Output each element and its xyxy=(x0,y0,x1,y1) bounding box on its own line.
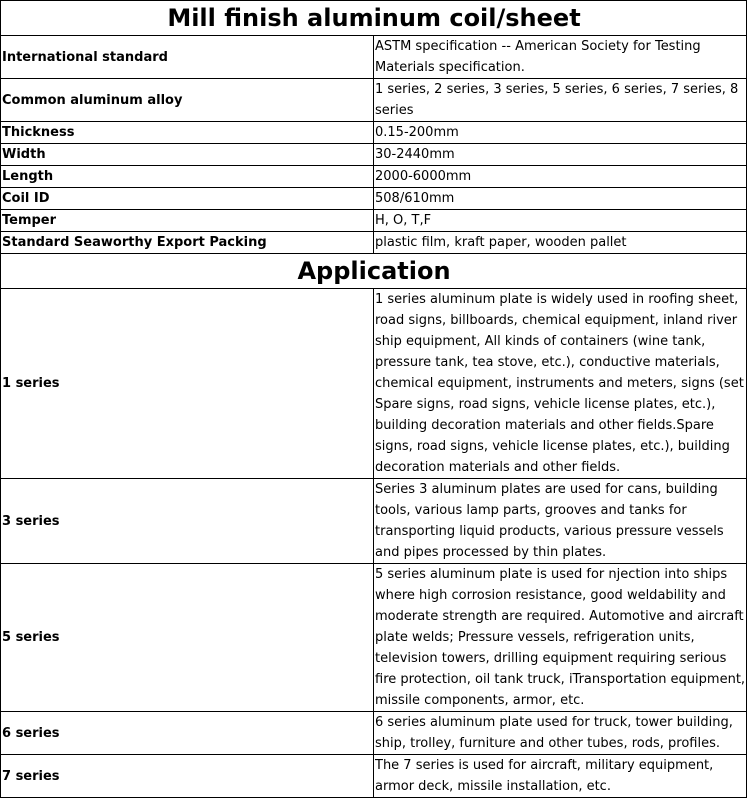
application-label: 6 series xyxy=(1,712,373,754)
spec-label: Thickness xyxy=(1,122,373,143)
page-title: Mill finish aluminum coil/sheet xyxy=(1,1,746,35)
table-row xyxy=(1,210,746,231)
spec-value: ASTM specification -- American Society for Testing Materials specification. xyxy=(374,36,746,78)
table-row xyxy=(1,479,746,563)
spec-label: Length xyxy=(1,166,373,187)
table-row xyxy=(1,755,746,797)
spec-label: Common aluminum alloy xyxy=(1,79,373,121)
application-text: Series 3 aluminum plates are used for cans, building tools, various lamp parts, grooves and tanks for transporting liquid products, various pressure vessels and pipes processed by thin plates. xyxy=(374,479,746,563)
table-row xyxy=(1,712,746,754)
spec-value: H, O, T,F xyxy=(374,210,746,231)
spec-value: 30-2440mm xyxy=(374,144,746,165)
application-label: 5 series xyxy=(1,564,373,711)
application-text: 5 series aluminum plate is used for njection into ships where high corrosion resistance, good weldability and moderate strength are required. Automotive and aircraft plate welds; Pressure vessels, refrigeration units, television towers, drilling equipment requiring serious fire protection, oil tank truck, iTransportation equipment, missile components, armor, etc. xyxy=(374,564,746,711)
spec-value: 2000-6000mm xyxy=(374,166,746,187)
application-label: 1 series xyxy=(1,289,373,478)
application-text: The 7 series is used for aircraft, military equipment, armor deck, missile installation, etc. xyxy=(374,755,746,797)
table-row xyxy=(1,144,746,165)
application-label: 7 series xyxy=(1,755,373,797)
title-row xyxy=(1,1,746,35)
spec-label: Coil ID xyxy=(1,188,373,209)
spec-value: 0.15-200mm xyxy=(374,122,746,143)
table-row xyxy=(1,188,746,209)
application-text: 6 series aluminum plate used for truck, tower building, ship, trolley, furniture and other tubes, rods, profiles. xyxy=(374,712,746,754)
application-heading-row xyxy=(1,254,746,288)
table-row xyxy=(1,166,746,187)
section-heading: Application xyxy=(1,254,746,288)
spec-value: plastic film, kraft paper, wooden pallet xyxy=(374,232,746,253)
spec-value: 508/610mm xyxy=(374,188,746,209)
table-row xyxy=(1,36,746,78)
table-row xyxy=(1,79,746,121)
table-row xyxy=(1,289,746,478)
table-row xyxy=(1,122,746,143)
spec-value: 1 series, 2 series, 3 series, 5 series, 6 series, 7 series, 8 series xyxy=(374,79,746,121)
spec-label: Temper xyxy=(1,210,373,231)
spec-label: International standard xyxy=(1,36,373,78)
table-row xyxy=(1,232,746,253)
application-label: 3 series xyxy=(1,479,373,563)
spec-label: Standard Seaworthy Export Packing xyxy=(1,232,373,253)
spec-label: Width xyxy=(1,144,373,165)
application-text: 1 series aluminum plate is widely used in roofing sheet, road signs, billboards, chemical equipment, inland river ship equipment, All kinds of containers (wine tank, pressure tank, tea stove, etc.), conductive materials, chemical equipment, instruments and meters, signs (set Spare signs, road signs, vehicle license plates, etc.), building decoration materials and other fields.Spare signs, road signs, vehicle license plates, etc.), building decoration materials and other fields. xyxy=(374,289,746,478)
table-row xyxy=(1,564,746,711)
